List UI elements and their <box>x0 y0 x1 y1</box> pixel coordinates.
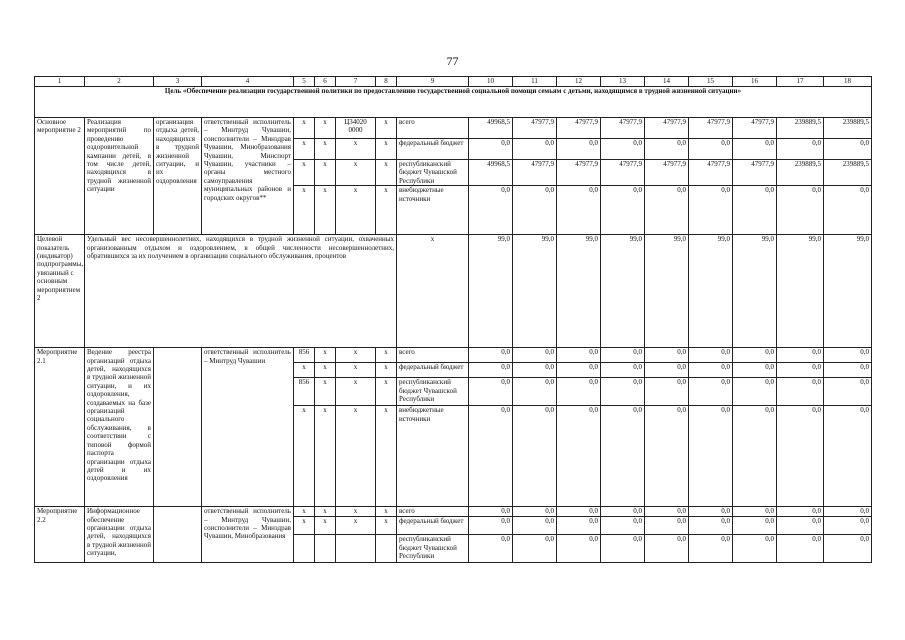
value-cell: 0,0 <box>689 517 733 535</box>
value-cell: 47977,9 <box>733 118 777 139</box>
code-section: x <box>315 517 336 535</box>
code-section: x <box>315 507 336 517</box>
table-row <box>35 507 872 517</box>
funding-source: республиканский бюджет Чувашской Республики <box>397 378 469 406</box>
value-cell: 0,0 <box>733 186 777 235</box>
value-cell: 0,0 <box>601 517 645 535</box>
indicator-value: 99,0 <box>777 235 824 348</box>
code-expense-group: x <box>376 118 397 139</box>
value-cell: 0,0 <box>645 535 689 563</box>
indicator-value: 99,0 <box>733 235 777 348</box>
value-cell: 0,0 <box>645 348 689 363</box>
value-cell: 0,0 <box>557 186 601 235</box>
value-cell: 0,0 <box>557 139 601 160</box>
value-cell: 0,0 <box>777 507 824 517</box>
value-cell: 0,0 <box>645 517 689 535</box>
value-cell: 0,0 <box>601 139 645 160</box>
funding-source: всего <box>397 348 469 363</box>
column-number: 1 <box>35 77 85 87</box>
value-cell: 0,0 <box>469 363 513 378</box>
value-cell: 0,0 <box>469 378 513 406</box>
activity-target <box>154 507 202 563</box>
code-grbs: x <box>294 507 315 517</box>
value-cell: 47977,9 <box>557 160 601 186</box>
code-grbs: x <box>294 160 315 186</box>
column-number: 14 <box>645 77 689 87</box>
value-cell: 47977,9 <box>513 118 557 139</box>
indicator-source: x <box>397 235 469 348</box>
indicator-value: 99,0 <box>557 235 601 348</box>
value-cell: 239889,5 <box>824 118 872 139</box>
column-number: 3 <box>154 77 202 87</box>
value-cell: 0,0 <box>733 507 777 517</box>
goal-row <box>35 87 872 118</box>
value-cell: 49968,5 <box>469 160 513 186</box>
value-cell: 0,0 <box>689 363 733 378</box>
executor: ответственный исполнитель – Минтруд Чувашии <box>202 348 294 507</box>
column-number: 12 <box>557 77 601 87</box>
value-cell: 0,0 <box>824 348 872 363</box>
value-cell: 0,0 <box>513 363 557 378</box>
value-cell: 239889,5 <box>777 118 824 139</box>
value-cell: 0,0 <box>645 406 689 507</box>
value-cell: 0,0 <box>469 186 513 235</box>
value-cell: 47977,9 <box>557 118 601 139</box>
indicator-row <box>35 235 872 348</box>
value-cell: 0,0 <box>601 348 645 363</box>
value-cell: 0,0 <box>733 535 777 563</box>
value-cell: 0,0 <box>689 406 733 507</box>
value-cell: 0,0 <box>601 378 645 406</box>
value-cell: 0,0 <box>689 139 733 160</box>
value-cell: 0,0 <box>513 406 557 507</box>
value-cell: 0,0 <box>469 406 513 507</box>
value-cell: 0,0 <box>777 535 824 563</box>
code-grbs <box>294 535 315 563</box>
program-table <box>34 76 872 563</box>
value-cell: 0,0 <box>469 517 513 535</box>
value-cell: 0,0 <box>777 348 824 363</box>
value-cell: 0,0 <box>557 517 601 535</box>
executor: ответственный исполнитель – Минтруд Чувашии, соисполнители – Минздрав Чувашии, Минобразования <box>202 507 294 563</box>
code-expense-group: x <box>376 406 397 507</box>
indicator-text: Удельный вес несовершеннолетних, находящихся в трудной жизненной ситуации, охваченных организованным отдыхом и оздоровлением, в общей численности несовершеннолетних, обратившихся за их получением в организации социального обслуживания, процентов <box>85 235 397 348</box>
value-cell: 0,0 <box>513 378 557 406</box>
activity-name: Реализация мероприятий по проведению оздоровительной кампании детей, в том числе детей, находящихся в трудной жизненной ситуации <box>85 118 154 235</box>
code-section: x <box>315 186 336 235</box>
value-cell: 0,0 <box>689 348 733 363</box>
funding-source: республиканский бюджет Чувашской Республики <box>397 535 469 563</box>
value-cell: 47977,9 <box>689 118 733 139</box>
indicator-value: 99,0 <box>513 235 557 348</box>
value-cell: 0,0 <box>513 186 557 235</box>
value-cell: 0,0 <box>513 535 557 563</box>
code-expense-group: x <box>376 517 397 535</box>
code-target-article: x <box>336 363 376 378</box>
value-cell: 47977,9 <box>645 160 689 186</box>
value-cell: 0,0 <box>601 535 645 563</box>
column-number: 7 <box>336 77 376 87</box>
value-cell: 0,0 <box>733 406 777 507</box>
code-target-article: x <box>336 517 376 535</box>
value-cell: 0,0 <box>733 348 777 363</box>
code-grbs: x <box>294 186 315 235</box>
page-number: 77 <box>446 54 459 68</box>
code-section: x <box>315 378 336 406</box>
indicator-value: 99,0 <box>645 235 689 348</box>
code-expense-group: x <box>376 507 397 517</box>
funding-source: всего <box>397 118 469 139</box>
value-cell: 0,0 <box>557 378 601 406</box>
value-cell: 0,0 <box>469 348 513 363</box>
value-cell: 0,0 <box>645 378 689 406</box>
value-cell: 0,0 <box>777 406 824 507</box>
value-cell: 47977,9 <box>733 160 777 186</box>
value-cell: 0,0 <box>513 507 557 517</box>
code-expense-group: x <box>376 139 397 160</box>
indicator-value: 99,0 <box>469 235 513 348</box>
value-cell: 0,0 <box>733 363 777 378</box>
value-cell: 0,0 <box>513 139 557 160</box>
indicator-value: 99,0 <box>824 235 872 348</box>
value-cell: 0,0 <box>557 363 601 378</box>
column-number: 6 <box>315 77 336 87</box>
value-cell: 0,0 <box>824 507 872 517</box>
code-expense-group: x <box>376 348 397 363</box>
column-number: 16 <box>733 77 777 87</box>
column-number: 13 <box>601 77 645 87</box>
value-cell: 0,0 <box>557 348 601 363</box>
code-target-article: x <box>336 378 376 406</box>
value-cell: 0,0 <box>824 186 872 235</box>
value-cell: 0,0 <box>601 186 645 235</box>
column-number: 5 <box>294 77 315 87</box>
code-section: x <box>315 406 336 507</box>
value-cell: 0,0 <box>777 363 824 378</box>
value-cell: 0,0 <box>513 348 557 363</box>
column-number: 8 <box>376 77 397 87</box>
activity-target: организация отдыха детей, находящихся в трудной жизненной ситуации, и их оздоровления <box>154 118 202 235</box>
value-cell: 0,0 <box>601 363 645 378</box>
value-cell: 0,0 <box>824 406 872 507</box>
table-row <box>35 118 872 139</box>
funding-source: всего <box>397 507 469 517</box>
code-grbs: x <box>294 139 315 160</box>
funding-source: республиканский бюджет Чувашской Республики <box>397 160 469 186</box>
activity-name: Ведение реестра организаций отдыха детей, находящихся в трудной жизненной ситуации, и их оздоровления, создаваемых на базе организаций социального обслуживания, в соответствии с типовой формой паспорта организации отдыха детей и их оздоровления <box>85 348 154 507</box>
value-cell: 0,0 <box>645 507 689 517</box>
funding-source: федеральный бюджет <box>397 139 469 160</box>
value-cell: 47977,9 <box>513 160 557 186</box>
column-number: 10 <box>469 77 513 87</box>
value-cell: 47977,9 <box>601 160 645 186</box>
executor: ответственный исполнитель – Минтруд Чувашии, соисполнители – Минздрав Чувашии, Минобразования Чувашии, Минспорт Чувашии, участники – органы местного самоуправления муниципальных районов и городских округов** <box>202 118 294 235</box>
code-target-article: x <box>336 348 376 363</box>
value-cell: 0,0 <box>824 139 872 160</box>
value-cell: 0,0 <box>689 535 733 563</box>
value-cell: 0,0 <box>645 139 689 160</box>
value-cell: 0,0 <box>557 406 601 507</box>
value-cell: 0,0 <box>824 535 872 563</box>
value-cell: 0,0 <box>601 507 645 517</box>
code-target-article <box>336 535 376 563</box>
value-cell: 0,0 <box>689 507 733 517</box>
value-cell: 49968,5 <box>469 118 513 139</box>
value-cell: 0,0 <box>689 378 733 406</box>
value-cell: 0,0 <box>469 139 513 160</box>
value-cell: 0,0 <box>557 535 601 563</box>
value-cell: 0,0 <box>777 139 824 160</box>
value-cell: 0,0 <box>645 363 689 378</box>
code-grbs: x <box>294 363 315 378</box>
value-cell: 0,0 <box>733 517 777 535</box>
code-section: x <box>315 139 336 160</box>
code-target-article: Ц34020 0000 <box>336 118 376 139</box>
value-cell: 0,0 <box>689 186 733 235</box>
funding-source: внебюджетные источники <box>397 186 469 235</box>
funding-source: федеральный бюджет <box>397 517 469 535</box>
funding-source: федеральный бюджет <box>397 363 469 378</box>
value-cell: 0,0 <box>824 363 872 378</box>
code-target-article: x <box>336 139 376 160</box>
value-cell: 47977,9 <box>645 118 689 139</box>
indicator-label: Целевой показатель (индикатор) подпрограммы, увязанный с основным мероприятием 2 <box>35 235 85 348</box>
activity-label: Мероприятие 2.1 <box>35 348 85 507</box>
value-cell: 0,0 <box>733 139 777 160</box>
code-grbs: 856 <box>294 348 315 363</box>
value-cell: 0,0 <box>513 517 557 535</box>
value-cell: 0,0 <box>469 535 513 563</box>
column-number: 2 <box>85 77 154 87</box>
code-grbs: x <box>294 406 315 507</box>
table-row <box>35 348 872 363</box>
code-section: x <box>315 118 336 139</box>
code-section <box>315 535 336 563</box>
code-target-article: x <box>336 406 376 507</box>
value-cell: 47977,9 <box>601 118 645 139</box>
code-expense-group: x <box>376 186 397 235</box>
column-number: 18 <box>824 77 872 87</box>
value-cell: 0,0 <box>469 507 513 517</box>
activity-label: Мероприятие 2.2 <box>35 507 85 563</box>
column-number: 9 <box>397 77 469 87</box>
code-grbs: x <box>294 517 315 535</box>
value-cell: 0,0 <box>777 186 824 235</box>
code-grbs: 856 <box>294 378 315 406</box>
value-cell: 0,0 <box>733 378 777 406</box>
value-cell: 0,0 <box>777 517 824 535</box>
value-cell: 0,0 <box>601 406 645 507</box>
code-expense-group: x <box>376 160 397 186</box>
code-grbs: x <box>294 118 315 139</box>
code-target-article: x <box>336 186 376 235</box>
goal-title: Цель «Обеспечение реализации государственной политики по предоставлению государственной социальной помощи семьям с детьми, находящимся в трудной жизненной ситуации» <box>35 87 872 118</box>
column-number: 11 <box>513 77 557 87</box>
code-expense-group: x <box>376 363 397 378</box>
value-cell: 47977,9 <box>689 160 733 186</box>
column-number-row <box>35 77 872 87</box>
column-number: 17 <box>777 77 824 87</box>
activity-name: Информационное обеспечение организации отдыха детей, находящихся в трудной жизненной ситуации, <box>85 507 154 563</box>
value-cell: 0,0 <box>824 378 872 406</box>
code-expense-group <box>376 535 397 563</box>
value-cell: 0,0 <box>777 378 824 406</box>
indicator-value: 99,0 <box>601 235 645 348</box>
value-cell: 0,0 <box>557 507 601 517</box>
code-target-article: x <box>336 160 376 186</box>
value-cell: 0,0 <box>645 186 689 235</box>
activity-label: Основное мероприятие 2 <box>35 118 85 235</box>
activity-target <box>154 348 202 507</box>
code-section: x <box>315 363 336 378</box>
value-cell: 239889,5 <box>777 160 824 186</box>
code-section: x <box>315 348 336 363</box>
column-number: 4 <box>202 77 294 87</box>
code-section: x <box>315 160 336 186</box>
value-cell: 239889,5 <box>824 160 872 186</box>
indicator-value: 99,0 <box>689 235 733 348</box>
funding-source: внебюджетные источники <box>397 406 469 507</box>
value-cell: 0,0 <box>824 517 872 535</box>
column-number: 15 <box>689 77 733 87</box>
code-target-article: x <box>336 507 376 517</box>
code-expense-group: x <box>376 378 397 406</box>
